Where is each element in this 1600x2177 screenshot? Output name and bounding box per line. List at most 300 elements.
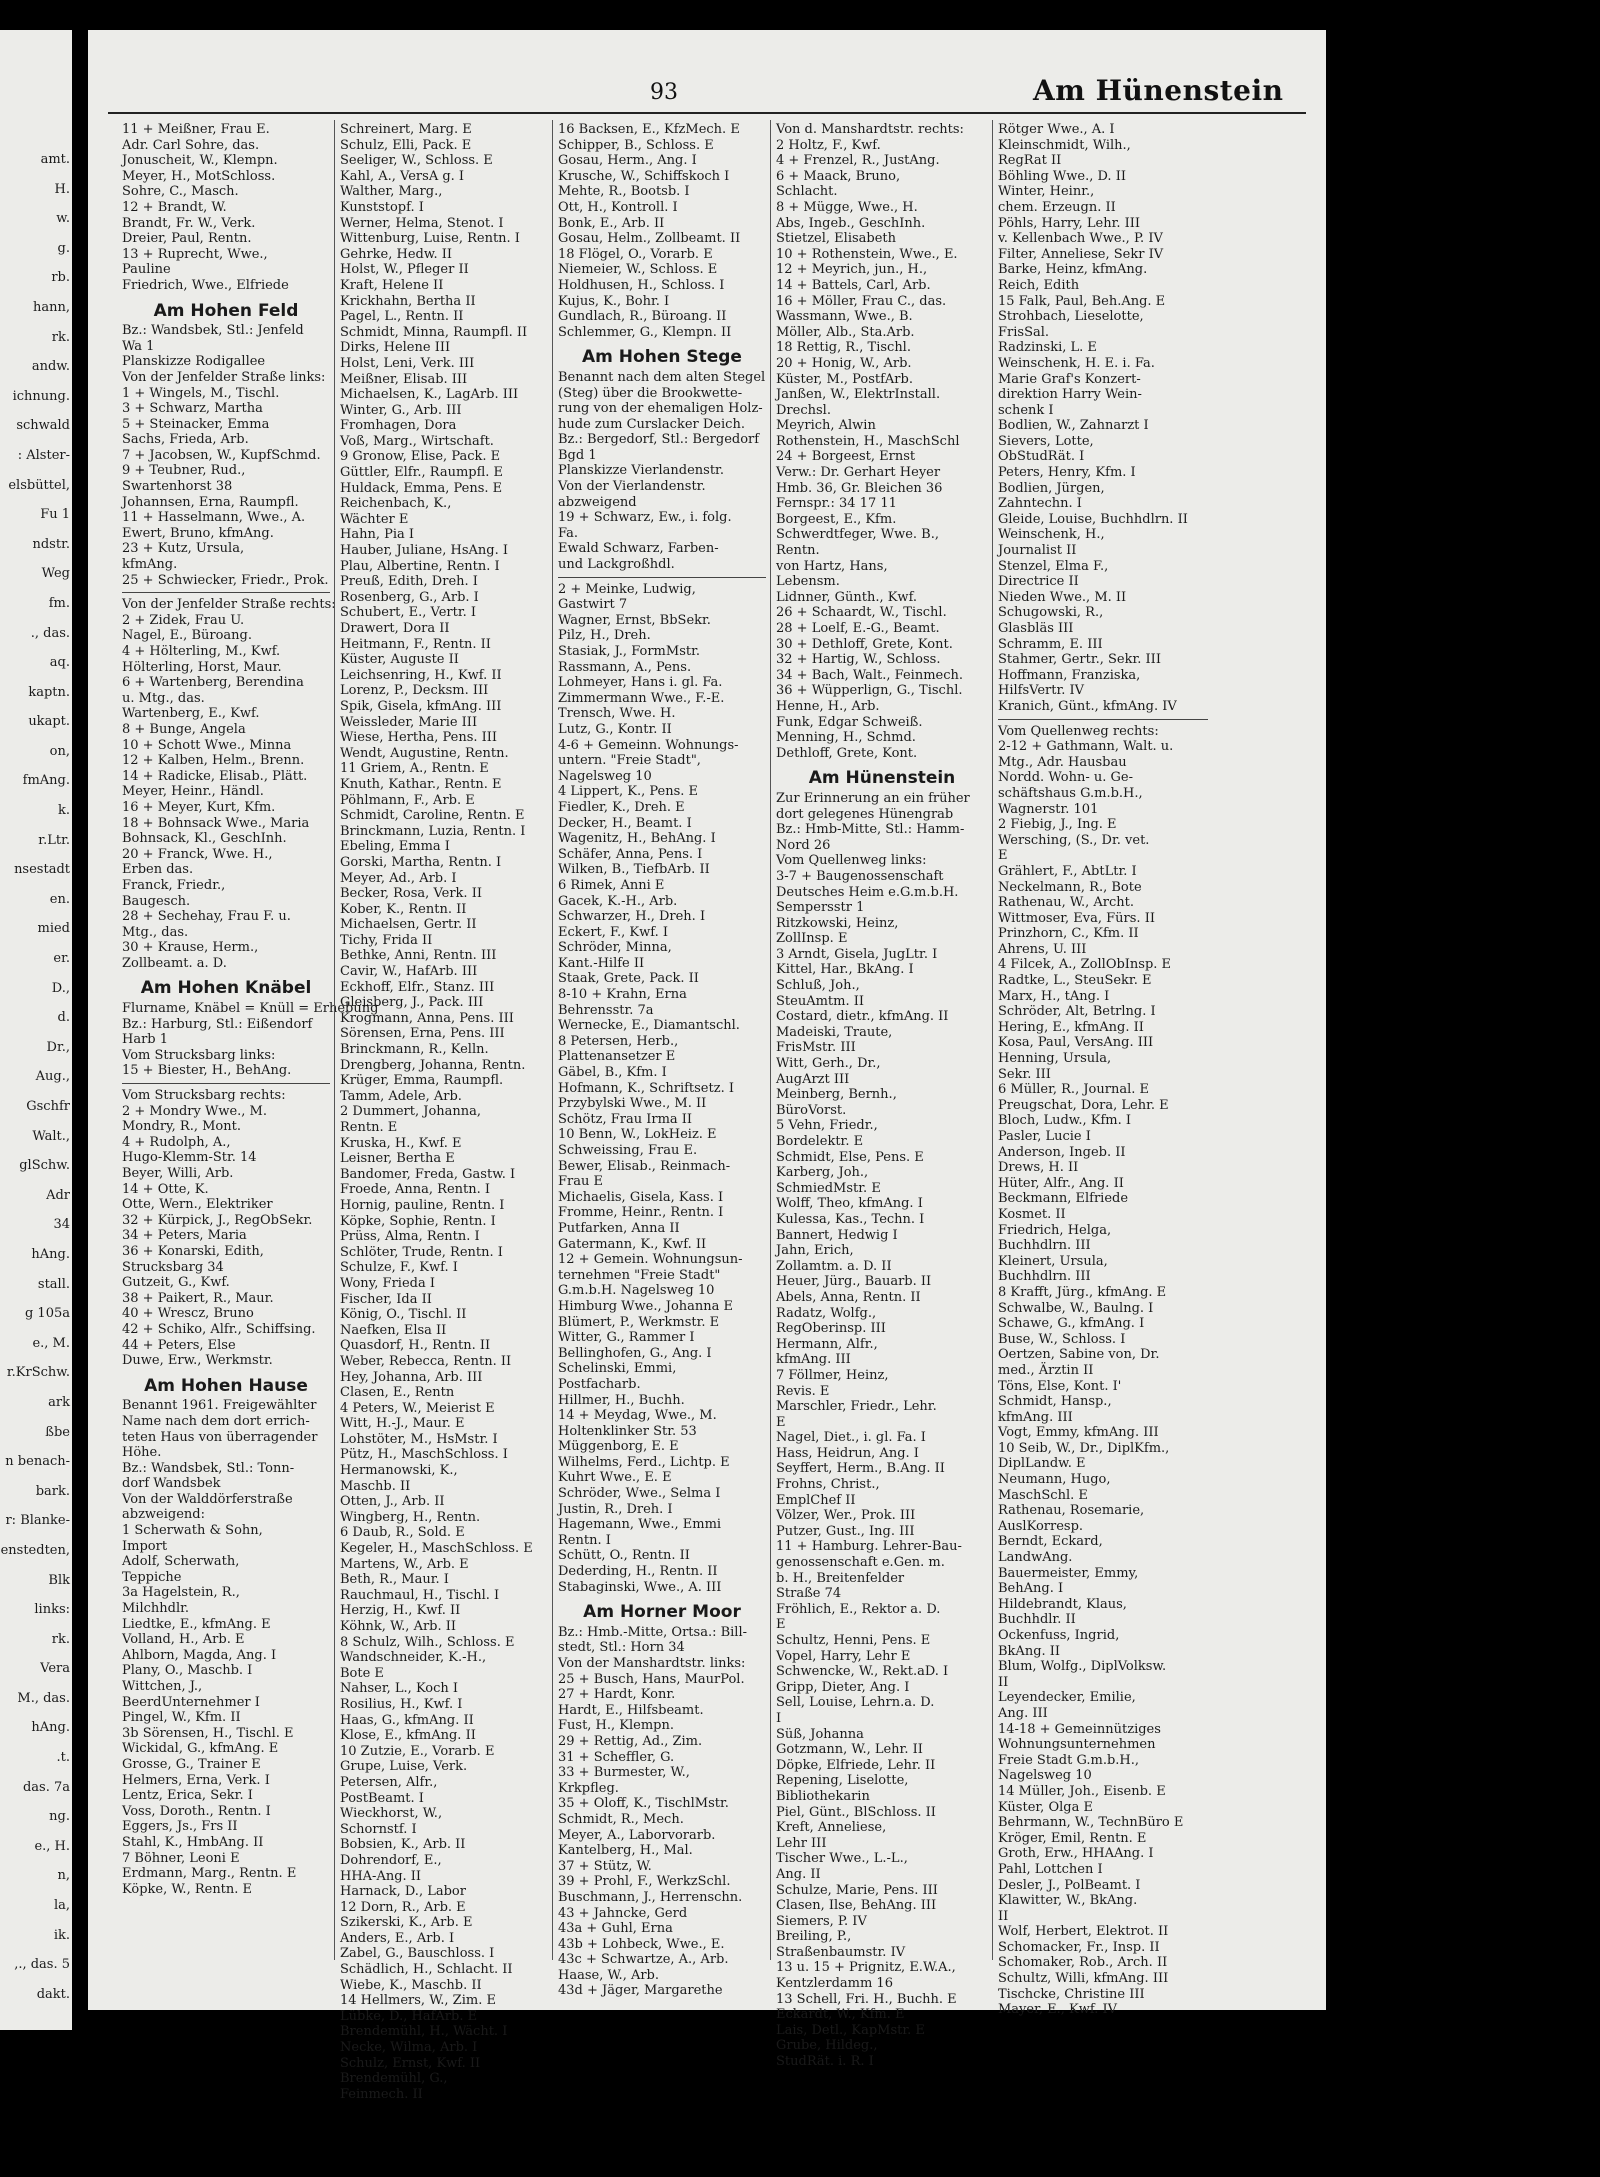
directory-entry: Pasler, Lucie I: [998, 1129, 1091, 1144]
directory-entry: Otten, J., Arb. II: [340, 1494, 445, 1510]
directory-entry: Lehr III: [776, 1835, 827, 1851]
directory-entry: Gatermann, K., Kwf. II: [558, 1236, 707, 1252]
directory-entry: abzweigend: [558, 494, 637, 510]
directory-entry: Bobsien, K., Arb. II: [340, 1837, 466, 1853]
directory-entry: Vom Quellenweg rechts:: [998, 723, 1159, 739]
directory-entry: Hauber, Juliane, HsAng. I: [340, 543, 508, 559]
directory-entry: Zur Erinnerung an ein früher: [776, 790, 970, 806]
directory-entry: Kittel, Har., BkAng. I: [776, 962, 914, 978]
directory-entry: Mtg., Adr. Hausbau: [998, 754, 1127, 770]
directory-entry: Buchhdlrn. III: [998, 1269, 1091, 1285]
directory-entry: Wickidal, G., kfmAng. E: [122, 1741, 279, 1757]
directory-entry: Wächter E: [340, 511, 409, 527]
directory-entry: Funk, Edgar Schweiß.: [776, 714, 923, 730]
directory-entry: hude zum Curslacker Deich.: [558, 416, 745, 432]
directory-entry: Wolff, Theo, kfmAng. I: [776, 1196, 923, 1212]
directory-entry: Ang. II: [776, 1866, 821, 1882]
directory-entry: Holtenklinker Str. 53: [558, 1423, 697, 1439]
directory-entry: Preuß, Edith, Dreh. I: [340, 574, 478, 590]
left-page-fragment: Vera: [40, 1661, 70, 1677]
directory-entry: Küster, Auguste II: [340, 652, 459, 668]
directory-entry: von Hartz, Hans,: [776, 558, 888, 574]
directory-entry: Tischer Wwe., L.-L.,: [776, 1851, 908, 1867]
column-2: [340, 122, 548, 2102]
left-page-fragment: ukapt.: [28, 714, 70, 730]
street-heading: Am Hohen Hause: [144, 1375, 308, 1396]
directory-entry: Weinschenk, H. E. i. Fa.: [998, 355, 1155, 371]
directory-entry: Gosau, Herm., Ang. I: [558, 153, 697, 169]
directory-entry: Schugowski, R.,: [998, 605, 1104, 621]
directory-entry: Bannert, Hedwig I: [776, 1227, 898, 1243]
directory-entry: Martens, W., Arb. E: [340, 1556, 469, 1572]
directory-entry: Ockenfuss, Ingrid,: [998, 1628, 1120, 1643]
directory-entry: 1 + Wingels, M., Tischl.: [122, 385, 280, 401]
directory-entry: Marschler, Friedr., Lehr.: [776, 1399, 937, 1415]
directory-entry: Cavir, W., HafArb. III: [340, 964, 478, 980]
left-page-fragment: mied: [37, 921, 70, 937]
directory-entry: Swartenhorst 38: [122, 479, 233, 495]
directory-entry: Rauchmaul, H., Tischl. I: [340, 1587, 500, 1603]
directory-entry: Schmidt, Hansp.,: [998, 1394, 1112, 1410]
directory-entry: Franck, Friedr.,: [122, 877, 226, 893]
directory-entry: Abs, Ingeb., GeschInh.: [776, 215, 926, 231]
directory-entry: Lentz, Erica, Sekr. I: [122, 1788, 253, 1804]
left-page-fragment: elsbüttel,: [8, 477, 70, 493]
directory-entry: Meyer, H., MotSchloss.: [122, 168, 276, 184]
directory-entry: Benannt 1961. Freigewählter: [122, 1398, 317, 1414]
directory-entry: Güttler, Elfr., Raumpfl. E: [340, 465, 504, 481]
directory-entry: Gorski, Martha, Rentn. I: [340, 854, 502, 870]
directory-entry: Witt, Gerh., Dr.,: [776, 1056, 881, 1072]
directory-entry: Lohstöter, M., HsMstr. I: [340, 1431, 498, 1447]
directory-entry: Staak, Grete, Pack. II: [558, 971, 699, 987]
directory-entry: Hass, Heidrun, Ang. I: [776, 1445, 919, 1461]
directory-entry: Friedrich, Helga,: [998, 1222, 1112, 1238]
directory-entry: Clasen, E., Rentn: [340, 1385, 455, 1401]
directory-entry: Voß, Marg., Wirtschaft.: [340, 433, 494, 449]
directory-entry: 11 + Hamburg. Lehrer-Bau-: [776, 1539, 962, 1555]
directory-entry: Eckert, F., Kwf. I: [558, 924, 669, 940]
directory-entry: Von der Jenfelder Straße links:: [122, 369, 326, 385]
directory-entry: Pauline: [122, 262, 171, 278]
directory-entry: 12 Dorn, R., Arb. E: [340, 1899, 466, 1915]
directory-entry: Sachs, Frieda, Arb.: [122, 432, 249, 448]
directory-entry: Lais, Detl., KapMstr. E: [776, 2022, 925, 2038]
directory-entry: Schmidt, Caroline, Rentn. E: [340, 808, 525, 824]
directory-entry: PostBeamt. I: [340, 1790, 424, 1806]
directory-entry: Völzer, Wer., Prok. III: [776, 1508, 916, 1524]
directory-entry: 6 Rimek, Anni E: [558, 877, 665, 893]
directory-entry: schäftshaus G.m.b.H.,: [998, 785, 1143, 801]
left-page-fragment: ndstr.: [32, 536, 70, 552]
directory-entry: Himburg Wwe., Johanna E: [558, 1298, 734, 1314]
directory-entry: Lidnner, Günth., Kwf.: [776, 589, 918, 605]
directory-entry: Meißner, Elisab. III: [340, 371, 468, 387]
left-page-fragment: links:: [34, 1602, 70, 1618]
directory-entry: Quasdorf, H., Rentn. II: [340, 1338, 491, 1354]
directory-entry: Schmidt, R., Mech.: [558, 1811, 684, 1827]
directory-entry: Drawert, Dora II: [340, 621, 450, 636]
directory-entry: Weber, Rebecca, Rentn. II: [340, 1353, 512, 1369]
directory-entry: Seyffert, Herm., B.Ang. II: [776, 1461, 945, 1477]
directory-entry: Borgeest, E., Kfm.: [776, 511, 897, 527]
directory-entry: 3a Hagelstein, R.,: [122, 1585, 240, 1601]
directory-entry: Eggers, Js., Frs II: [122, 1819, 238, 1835]
left-page-fragment: kaptn.: [28, 684, 70, 700]
directory-entry: II: [998, 1674, 1009, 1690]
directory-entry: Kegeler, H., MaschSchloss. E: [340, 1541, 533, 1557]
directory-entry: 14 + Battels, Carl, Arb.: [776, 277, 931, 293]
directory-entry: Hmb. 36, Gr. Bleichen 36: [776, 480, 943, 496]
directory-entry: E: [776, 1617, 786, 1633]
directory-entry: 18 Rettig, R., Tischl.: [776, 340, 911, 356]
directory-entry: EmplChef II: [776, 1492, 856, 1508]
directory-entry: Herzig, H., Kwf. II: [340, 1603, 461, 1619]
directory-entry: 13 u. 15 + Prignitz, E.W.A.,: [776, 1960, 956, 1976]
left-page-fragment: ßbe: [45, 1424, 70, 1440]
directory-entry: RegOberinsp. III: [776, 1321, 886, 1337]
directory-entry: Holst, Leni, Verk. III: [340, 355, 475, 371]
directory-entry: Schreinert, Marg. E: [340, 122, 472, 137]
directory-entry: Lohmeyer, Hans i. gl. Fa.: [558, 675, 723, 691]
directory-entry: FrisSal.: [998, 324, 1050, 340]
directory-entry: Wartenberg, E., Kwf.: [122, 706, 260, 722]
directory-entry: Rosenberg, G., Arb. I: [340, 589, 479, 605]
directory-entry: teten Haus von überragender: [122, 1429, 318, 1445]
directory-entry: Anders, E., Arb. I: [340, 1930, 455, 1946]
directory-entry: Bibliothekarin: [776, 1788, 870, 1804]
left-page-fragment: en.: [49, 891, 70, 907]
directory-entry: 12 + Kalben, Helm., Brenn.: [122, 753, 305, 769]
directory-entry: Hornig, pauline, Rentn. I: [340, 1197, 505, 1213]
left-page-fragment: ng.: [49, 1809, 70, 1825]
directory-entry: 27 + Hardt, Konr.: [558, 1687, 676, 1703]
directory-entry: Holst, W., Pfleger II: [340, 262, 469, 278]
directory-entry: Fröhlich, E., Rektor a. D.: [776, 1601, 941, 1617]
directory-entry: Schultz, Henni, Pens. E: [776, 1633, 931, 1648]
directory-entry: Kant.-Hilfe II: [558, 955, 645, 971]
directory-entry: Bloch, Ludw., Kfm. I: [998, 1113, 1132, 1129]
left-page-fragment: andw.: [31, 359, 70, 375]
directory-entry: LandwAng.: [998, 1550, 1073, 1566]
directory-entry: Beth, R., Maur. I: [340, 1572, 449, 1588]
directory-entry: Süß, Johanna: [776, 1726, 864, 1742]
directory-entry: Kujus, K., Bohr. I: [558, 293, 670, 309]
directory-entry: Schäfer, Anna, Pens. I: [558, 846, 703, 862]
directory-entry: Rassmann, A., Pens.: [558, 659, 692, 675]
directory-entry: Naefken, Elsa II: [340, 1322, 447, 1338]
directory-entry: genossenschaft e.Gen. m.: [776, 1555, 945, 1571]
directory-entry: Töns, Else, Kont. I': [998, 1378, 1122, 1394]
directory-entry: AuslKorresp.: [998, 1518, 1084, 1534]
left-page-fragment: g 105a: [24, 1306, 70, 1322]
directory-entry: Revis. E: [776, 1383, 830, 1399]
directory-entry: dort gelegenes Hünengrab: [776, 806, 954, 822]
directory-entry: Rentn.: [776, 543, 820, 559]
directory-entry: Stasiak, J., FormMstr.: [558, 644, 701, 659]
directory-entry: RegRat II: [998, 153, 1062, 169]
directory-entry: Wittenburg, Luise, Rentn. I: [340, 231, 520, 247]
directory-entry: Zahntechn. I: [998, 496, 1082, 512]
directory-entry: Schmidt, Minna, Raumpfl. II: [340, 324, 528, 340]
directory-entry: MaschSchl. E: [998, 1487, 1088, 1503]
separator-rule: [998, 719, 1208, 720]
directory-entry: BeerdUnternehmer I: [122, 1694, 260, 1710]
directory-entry: Grählert, F., AbtLtr. I: [998, 863, 1137, 879]
directory-entry: Tichy, Frida II: [340, 932, 433, 948]
directory-entry: Abels, Anna, Rentn. II: [776, 1289, 921, 1305]
directory-entry: 16 + Meyer, Kurt, Kfm.: [122, 799, 276, 815]
directory-entry: Köpke, W., Rentn. E: [122, 1881, 253, 1897]
directory-entry: Blum, Wolfg., DiplVolksw.: [998, 1659, 1167, 1675]
directory-entry: Adr. Carl Sohre, das.: [122, 137, 260, 153]
left-page-fragment: M., das.: [17, 1690, 70, 1706]
directory-entry: 3-7 + Baugenossenschaft: [776, 868, 944, 884]
directory-entry: Schwerdtfeger, Wwe. B.,: [776, 527, 939, 543]
directory-entry: Dreier, Paul, Rentn.: [122, 231, 252, 247]
directory-entry: Szikerski, K., Arb. E: [340, 1915, 473, 1931]
directory-entry: Helmers, Erna, Verk. I: [122, 1772, 270, 1788]
directory-entry: 15 + Biester, H., BehAng.: [122, 1063, 292, 1079]
directory-entry: Benannt nach dem alten Stegel: [558, 369, 766, 385]
directory-entry: Tamm, Adele, Arb.: [340, 1088, 462, 1104]
directory-entry: Lutz, G., Kontr. II: [558, 721, 672, 737]
left-page-fragment: Walt.,: [32, 1128, 70, 1144]
directory-entry: Jonuscheit, W., Klempn.: [122, 153, 278, 169]
directory-entry: Rathenau, W., Archt.: [998, 895, 1134, 911]
directory-entry: Barke, Heinz, kfmAng.: [998, 262, 1148, 278]
directory-entry: Hermanowski, K.,: [340, 1463, 458, 1479]
directory-entry: Holdhusen, H., Schloss. I: [558, 277, 725, 293]
directory-entry: 10 + Schott Wwe., Minna: [122, 737, 292, 753]
left-page-fragment: Fu 1: [40, 507, 70, 523]
directory-entry: 14 Hellmers, W., Zim. E: [340, 1993, 496, 2009]
directory-entry: Freie Stadt G.m.b.H.,: [998, 1752, 1140, 1768]
directory-entry: Harb 1: [122, 1032, 169, 1048]
directory-entry: Haase, W., Arb.: [558, 1967, 660, 1983]
directory-entry: Clasen, Ilse, BehAng. III: [776, 1898, 937, 1914]
column-4: [776, 122, 988, 2070]
left-page-fragment: ik.: [53, 1927, 70, 1943]
directory-entry: HilfsVertr. IV: [998, 683, 1085, 699]
directory-entry: Heuer, Jürg., Bauarb. II: [776, 1274, 932, 1290]
directory-entry: 9 + Teubner, Rud.,: [122, 463, 246, 479]
directory-entry: Bellinghofen, G., Ang. I: [558, 1345, 712, 1361]
left-page-fragment: hAng.: [31, 1720, 70, 1736]
left-page-fragment: hAng.: [31, 1246, 70, 1262]
directory-entry: Fiedler, K., Dreh. E: [558, 799, 685, 815]
separator-rule: [122, 592, 330, 593]
directory-entry: Krusche, W., Schiffskoch I: [558, 168, 730, 184]
directory-entry: Hölterling, Horst, Maur.: [122, 659, 282, 675]
directory-entry: Ewert, Bruno, kfmAng.: [122, 525, 274, 541]
directory-entry: 16 Backsen, E., KfzMech. E: [558, 122, 740, 137]
directory-entry: Volland, H., Arb. E: [122, 1632, 245, 1648]
directory-entry: Wandschneider, K.-H.,: [340, 1650, 487, 1666]
directory-entry: 6 Daub, R., Sold. E: [340, 1525, 465, 1541]
directory-entry: Kunststopf. I: [340, 199, 424, 215]
directory-entry: 35 + Oloff, K., TischlMstr.: [558, 1796, 729, 1812]
street-heading: Am Hohen Feld: [153, 300, 299, 321]
directory-entry: Marx, H., tAng. I: [998, 988, 1110, 1004]
directory-entry: Knuth, Kathar., Rentn. E: [340, 776, 502, 792]
directory-entry: Sekr. III: [998, 1066, 1051, 1082]
directory-entry: und Lackgroßhdl.: [558, 557, 675, 573]
directory-entry: Witt, H.-J., Maur. E: [340, 1416, 465, 1432]
directory-entry: Stahmer, Gertr., Sekr. III: [998, 652, 1161, 668]
directory-entry: Vogt, Emmy, kfmAng. III: [998, 1425, 1159, 1441]
directory-entry: 20 + Honig, W., Arb.: [776, 355, 912, 371]
directory-entry: 43a + Guhl, Erna: [558, 1921, 673, 1937]
left-page-fragment: rk.: [51, 329, 70, 345]
left-page-fragment: rb.: [51, 270, 70, 286]
street-heading: Am Hohen Stege: [582, 347, 742, 368]
directory-entry: 2-12 + Gathmann, Walt. u.: [998, 739, 1174, 755]
directory-entry: Kreft, Anneliese,: [776, 1820, 887, 1836]
directory-entry: 34 + Peters, Maria: [122, 1228, 247, 1244]
directory-entry: Verw.: Dr. Gerhart Heyer: [776, 465, 941, 481]
directory-entry: 25 + Busch, Hans, MaurPol.: [558, 1671, 745, 1687]
directory-entry: Rötger Wwe., A. I: [998, 122, 1115, 137]
directory-entry: Kosa, Paul, VersAng. III: [998, 1035, 1154, 1051]
directory-entry: Necke, Wilma, Arb. I: [340, 2040, 478, 2056]
directory-entry: 14 + Otte, K.: [122, 1181, 209, 1197]
directory-entry: 12 + Meyrich, jun., H.,: [776, 262, 928, 278]
directory-entry: Wilken, B., TiefbArb. II: [558, 862, 710, 878]
directory-entry: 12 + Brandt, W.: [122, 199, 227, 215]
directory-entry: Ott, H., Kontroll. I: [558, 199, 678, 215]
left-page-fragment: n benach-: [5, 1454, 70, 1470]
directory-entry: Von der Jenfelder Straße rechts:: [122, 597, 336, 613]
directory-entry: Schmidt, Else, Pens. E: [776, 1149, 924, 1165]
left-page-fragment: glSchw.: [19, 1158, 70, 1174]
directory-entry: 40 + Wrescz, Bruno: [122, 1306, 254, 1322]
directory-entry: 10 + Rothenstein, Wwe., E.: [776, 246, 958, 262]
directory-entry: 4 + Frenzel, R., JustAng.: [776, 153, 940, 169]
directory-entry: Michaelsen, K., LagArb. III: [340, 387, 519, 403]
directory-entry: Grube, Hildeg.,: [776, 2038, 878, 2054]
directory-entry: Bethke, Anni, Rentn. III: [340, 948, 497, 964]
directory-entry: 4 Peters, W., Meierist E: [340, 1400, 495, 1416]
directory-entry: Schröder, Wwe., Selma I: [558, 1486, 721, 1502]
directory-entry: Bz.: Wandsbek, Stl.: Tonn-: [122, 1460, 295, 1476]
directory-entry: Weinschenk, H.,: [998, 527, 1105, 543]
directory-entry: Pöhls, Harry, Lehr. III: [998, 215, 1141, 231]
directory-entry: Brandt, Fr. W., Verk.: [122, 215, 256, 231]
directory-entry: Filter, Anneliese, Sekr IV: [998, 246, 1164, 262]
left-page-fragment: n,: [57, 1868, 70, 1884]
directory-entry: Gleisberg, J., Pack. III: [340, 995, 484, 1011]
directory-entry: b. H., Breitenfelder: [776, 1570, 905, 1586]
directory-entry: Planskizze Rodigallee: [122, 354, 266, 370]
directory-entry: Schulz, Elli, Pack. E: [340, 137, 472, 153]
directory-entry: 6 + Wartenberg, Berendina: [122, 675, 304, 691]
directory-entry: Klawitter, W., BkAng.: [998, 1893, 1138, 1909]
directory-entry: Froede, Anna, Rentn. I: [340, 1182, 491, 1198]
directory-entry: 8 + Bunge, Angela: [122, 721, 246, 737]
directory-entry: 6 Müller, R., Journal. E: [998, 1082, 1149, 1098]
directory-entry: Schwarzer, H., Dreh. I: [558, 909, 706, 925]
directory-entry: Nagelsweg 10: [998, 1768, 1092, 1784]
directory-entry: Jahn, Erich,: [776, 1243, 854, 1259]
directory-entry: Mehte, R., Bootsb. I: [558, 184, 690, 200]
directory-entry: Import: [122, 1538, 168, 1554]
left-page-fragment: H.: [54, 181, 70, 197]
directory-entry: BüroVorst.: [776, 1102, 847, 1118]
street-heading: Am Horner Moor: [583, 1602, 741, 1623]
directory-entry: Wieckhorst, W.,: [340, 1806, 443, 1822]
directory-entry: Seeliger, W., Schloss. E: [340, 153, 493, 169]
directory-entry: Plau, Albertine, Rentn. I: [340, 558, 500, 574]
directory-entry: Hey, Johanna, Arb. III: [340, 1369, 483, 1385]
left-page-fragment: aq.: [49, 655, 70, 671]
directory-entry: Stabaginski, Wwe., A. III: [558, 1579, 722, 1595]
directory-entry: Reich, Edith: [998, 277, 1080, 293]
left-page-fragment: d.: [57, 1010, 70, 1026]
directory-entry: Nordd. Wohn- u. Ge-: [998, 770, 1134, 786]
directory-entry: Groth, Erw., HHAAng. I: [998, 1846, 1154, 1862]
left-page-fragment: Weg: [41, 566, 70, 582]
directory-entry: Justin, R., Dreh. I: [558, 1501, 673, 1517]
directory-entry: Wendt, Augustine, Rentn.: [340, 745, 509, 761]
directory-entry: Rentn. E: [340, 1120, 398, 1135]
left-page-fragment: hann,: [32, 299, 70, 315]
directory-entry: Dederding, H., Rentn. II: [558, 1564, 718, 1580]
directory-entry: Drechsl.: [776, 402, 831, 418]
directory-entry: Wa 1: [122, 338, 155, 354]
directory-entry: Leichsenring, H., Kwf. II: [340, 667, 502, 683]
directory-entry: Rentn. I: [558, 1532, 611, 1548]
directory-entry: 28 + Sechehay, Frau F. u.: [122, 909, 291, 925]
directory-entry: Brendemühl, G.,: [340, 2071, 448, 2087]
directory-entry: Rathenau, Rosemarie,: [998, 1503, 1145, 1519]
directory-entry: Hillmer, H., Buchh.: [558, 1392, 685, 1408]
directory-entry: 24 + Borgeest, Ernst: [776, 449, 916, 465]
directory-entry: Michaelsen, Gertr. II: [340, 917, 477, 933]
directory-entry: Döpke, Elfriede, Lehr. II: [776, 1757, 936, 1773]
left-page-text: [0, 152, 70, 2016]
directory-entry: kfmAng. III: [998, 1409, 1073, 1425]
directory-entry: Putfarken, Anna II: [558, 1220, 680, 1236]
directory-entry: Schütt, O., Rentn. II: [558, 1548, 690, 1564]
directory-entry: Dethloff, Grete, Kont.: [776, 745, 918, 761]
directory-entry: Schomacker, Fr., Insp. II: [998, 1939, 1160, 1955]
directory-entry: Schröder, Alt, Betrlng. I: [998, 1004, 1156, 1020]
directory-entry: AugArzt III: [776, 1071, 850, 1087]
left-page-strip: [0, 30, 72, 2030]
directory-entry: Kleinert, Ursula,: [998, 1253, 1108, 1269]
directory-entry: 29 + Rettig, Ad., Zim.: [558, 1733, 703, 1749]
directory-page: [88, 30, 1326, 2102]
directory-entry: Mayer, E., Kwf. IV: [998, 2002, 1118, 2018]
directory-entry: Wiebe, K., Maschb. II: [340, 1977, 482, 1993]
directory-entry: Krüger, Emma, Raumpfl.: [340, 1073, 504, 1089]
directory-entry: Pöhlmann, F., Arb. E: [340, 792, 475, 808]
directory-entry: Hagemann, Wwe., Emmi: [558, 1517, 722, 1533]
directory-entry: Gehrke, Hedw. II: [340, 246, 452, 262]
left-page-fragment: w.: [56, 211, 70, 227]
directory-entry: SteuAmtm. II: [776, 993, 864, 1009]
directory-entry: Name nach dem dort errich-: [122, 1413, 310, 1429]
directory-entry: 2 Holtz, F., Kwf.: [776, 137, 881, 153]
directory-entry: Wittmoser, Eva, Fürs. II: [998, 910, 1155, 926]
directory-entry: Siemers, P. IV: [776, 1913, 867, 1929]
directory-entry: Journalist II: [998, 543, 1077, 559]
directory-entry: 11 + Meißner, Frau E.: [122, 122, 270, 137]
directory-entry: Petersen, Alfr.,: [340, 1774, 438, 1790]
directory-entry: Henning, Ursula,: [998, 1051, 1112, 1067]
directory-entry: 8 Petersen, Herb.,: [558, 1033, 679, 1049]
